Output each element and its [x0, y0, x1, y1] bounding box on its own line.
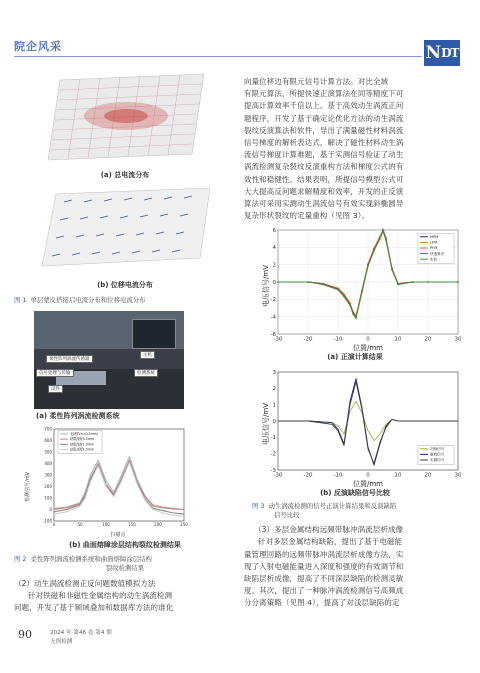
- header-divider: [14, 56, 422, 57]
- text-line: 流信号梯度计算难题，基于实测信号验证了动生: [244, 150, 404, 160]
- intro-paragraph: [244, 76, 466, 222]
- chart-b-xlabel: 位置/mm: [353, 480, 383, 489]
- legend-label: 缺陷深度0.5mm: [70, 437, 95, 442]
- text-line: 信号梯度的解析表达式，解决了磁性材料动生涡: [244, 138, 404, 148]
- data-point: [349, 305, 351, 307]
- y-tick-label: 200: [44, 483, 52, 489]
- journal-info: [50, 629, 112, 647]
- fig3-title-line1: 动生涡流检测的信号正演计算结果和反演缺陷: [268, 502, 397, 511]
- section3-paragraph: [244, 536, 466, 609]
- chart-b-ylabel: 电压信号/mV: [262, 403, 270, 446]
- fig2-label: 图 2: [14, 555, 27, 563]
- x-tick-label: -30: [273, 336, 283, 343]
- fig2a-caption: (a) 柔性阵列涡流检测系统: [36, 412, 120, 420]
- legend-label: 缺陷深度1.0mm: [70, 442, 95, 447]
- fig3a-forward-calculation-chart: [244, 224, 466, 352]
- data-point: [352, 314, 354, 316]
- legend-label: LFM: [430, 241, 438, 246]
- section3-heading: （3）多层金属结构远频带脉冲涡流层析成像: [254, 525, 404, 535]
- data-point: [397, 284, 399, 286]
- data-point: [373, 250, 375, 252]
- data-point: [355, 318, 357, 320]
- x-tick-label: 200: [154, 522, 162, 527]
- y-tick-label: 6: [272, 228, 276, 235]
- x-tick-label: 250: [180, 522, 188, 527]
- y-tick-label: 0: [272, 280, 276, 287]
- y-tick-label: 0: [49, 506, 52, 512]
- photo-label-specimen: 试件: [48, 385, 63, 393]
- text-line: 针对铁磁和非磁性金属结构的动生涡流检测: [28, 591, 173, 600]
- fig2-caption: [14, 555, 236, 564]
- y-tick-label: -100: [42, 518, 52, 524]
- data-point: [457, 282, 459, 284]
- section-title: 院企风采: [14, 40, 62, 53]
- y-tick-label: 1: [272, 402, 276, 409]
- text-line: 缺陷层析成像，提高了不同深层缺陷的检测灵敏: [244, 574, 404, 584]
- section2-heading: （2）动生涡流检测正反问题数值模拟方法: [14, 579, 156, 588]
- y-tick-label: -4: [270, 314, 276, 321]
- photo-label-signal: 信号处理与传输: [36, 369, 74, 377]
- legend-label: PFM: [430, 246, 438, 251]
- fig1-title: 单层蒙皮搭接启电流分布和位移电流分布: [30, 296, 146, 304]
- data-point: [385, 240, 387, 242]
- text-line: 量管理回路的远频带脉冲涡流层析成像方法，实: [244, 549, 404, 559]
- data-point: [277, 282, 279, 284]
- text-line: 度。其次，提出了一种脉冲涡流检测信号高频成: [244, 586, 404, 596]
- data-point: [361, 292, 363, 294]
- fig2b-caption: (b) 曲面熔障涂层结构裂纹检测结果: [69, 541, 181, 549]
- photo-label-host: 主机: [140, 351, 155, 359]
- y-tick-label: -6: [270, 332, 276, 339]
- text-line: 裂纹反演算法和软件，导出了满量磁性材料涡流: [244, 125, 404, 135]
- x-tick-label: 0: [366, 472, 370, 479]
- data-point: [412, 282, 414, 284]
- y-tick-label: 500: [44, 449, 52, 455]
- text-line: 复杂形状裂纹的定量重构（见图 3）。: [244, 211, 370, 221]
- x-tick-label: 50: [77, 522, 83, 527]
- text-line: 涡流检测复杂裂纹反演重构方法和梯度公式的有: [244, 162, 404, 172]
- legend-label: 实验: [430, 257, 438, 262]
- y-tick-label: 400: [44, 460, 52, 466]
- y-tick-label: 4: [272, 245, 276, 252]
- y-tick-label: -3: [270, 468, 276, 475]
- data-point: [343, 296, 345, 298]
- fig1a-current-distribution-image: [14, 66, 236, 174]
- x-tick-label: -30: [273, 472, 283, 479]
- fig3-label: 图 3: [252, 502, 265, 511]
- y-tick-label: 0: [272, 419, 276, 426]
- text-line: 分分离策略（见图 4），提高了对浅层缺陷的定: [244, 598, 400, 608]
- data-point: [382, 231, 384, 233]
- fig2-title-line2: 裂纹检测结果: [105, 564, 145, 572]
- fig1-label: 图 1: [14, 296, 27, 304]
- fig3-title-line2: 信号比较: [274, 511, 300, 520]
- left-column: [14, 66, 236, 614]
- fig1a-caption: (a) 总电流分布: [100, 171, 150, 179]
- fig3a-caption: (a) 正演计算结果: [327, 353, 383, 362]
- legend-label: 实测信号: [430, 458, 445, 463]
- y-tick-label: 100: [44, 495, 52, 501]
- data-point: [427, 282, 429, 284]
- text-line: 大大提高反问题求解精度和效率，开发的正反演: [244, 186, 404, 196]
- x-tick-label: 20: [424, 472, 432, 479]
- page-number: 90: [18, 628, 32, 641]
- fig2b-crack-detection-chart: [14, 423, 236, 539]
- data-point: [382, 229, 384, 231]
- x-tick-label: -20: [303, 472, 313, 479]
- x-tick-label: 0: [366, 336, 370, 343]
- right-column: [244, 66, 466, 610]
- section2-paragraph: [14, 590, 236, 614]
- chart-c-xlabel: 扫描点: [110, 532, 126, 538]
- y-tick-label: -2: [270, 451, 276, 458]
- y-tick-label: 2: [272, 386, 276, 393]
- y-tick-label: 700: [44, 426, 52, 432]
- data-point: [307, 282, 309, 284]
- text-line: 问题，开发了基于频域叠加和数据库方法的谁化: [14, 603, 174, 613]
- text-line: 有限元算法，所提快速正演算法在同等精度下可: [244, 89, 404, 99]
- text-line: 提高计算效率千倍以上。基于高效动生涡流正问: [244, 101, 404, 111]
- text-line: 算法可采用实测动生涡流信号有效实现斜椭圆导: [244, 199, 404, 209]
- chart-a-ylabel: 电压信号/mV: [262, 265, 270, 308]
- text-line: 题程序，开发了基于确定论优化方法的动生涡流: [244, 113, 404, 123]
- chart-a-xlabel: 位置/mm: [353, 344, 383, 353]
- y-tick-label: 3: [272, 370, 276, 377]
- x-tick-label: 10: [394, 336, 402, 343]
- x-tick-label: 100: [102, 522, 110, 527]
- y-tick-label: 300: [44, 472, 52, 478]
- legend-label: 初始信号: [430, 447, 445, 452]
- x-tick-label: 20: [424, 336, 432, 343]
- fig3b-caption: (b) 反演缺陷信号比较: [320, 489, 390, 498]
- legend-label: 重构信号: [430, 453, 445, 458]
- y-tick-label: 600: [44, 437, 52, 443]
- photo-label-sensor: 柔性阵列涡流传感器: [46, 355, 93, 363]
- fig1-caption: [14, 296, 236, 305]
- data-point: [391, 270, 393, 272]
- text-line: 向量位移边有限元信号计算方法。对比全域: [244, 77, 389, 86]
- data-point: [367, 266, 369, 268]
- x-tick-label: 30: [454, 336, 462, 343]
- photo-label-system: 检测系统: [134, 369, 158, 377]
- legend-label: 快速算法: [430, 252, 445, 257]
- fig2a-inspection-system-photo: [34, 311, 184, 409]
- y-tick-label: -1: [270, 435, 276, 442]
- x-tick-label: 150: [128, 522, 136, 527]
- legend-label: 无缺陷(h=0.5mm): [70, 432, 99, 436]
- legend-label: 缺陷深度1.5mm: [70, 447, 95, 452]
- fig3b-inversion-chart: [244, 366, 466, 488]
- fig1b-displacement-distribution-image: [14, 184, 236, 282]
- y-tick-label: -2: [270, 297, 276, 304]
- x-tick-label: -10: [333, 472, 343, 479]
- x-tick-label: -10: [333, 336, 343, 343]
- legend-label: MPM: [430, 235, 439, 240]
- x-tick-label: 30: [454, 472, 462, 479]
- data-point: [322, 284, 324, 286]
- text-line: 效性和稳健性。结果表明，所提信号模型公式可: [244, 174, 404, 184]
- y-tick-label: 2: [272, 262, 276, 269]
- fig1b-caption: (b) 位移电流分布: [97, 281, 153, 289]
- data-point: [379, 238, 381, 240]
- issue-line: 2024 年 第46 卷 第4 期: [50, 630, 112, 636]
- x-tick-label: 0: [52, 522, 56, 527]
- text-line: 现了入射电磁能量进入深度和强度的有效调节和: [244, 561, 404, 571]
- ndt-logo: N DT: [424, 40, 460, 66]
- journal-name: 无损检测: [50, 639, 73, 645]
- x-tick-label: -20: [303, 336, 313, 343]
- data-point: [337, 289, 339, 291]
- chart-c-ylabel: 检测信号/mV: [25, 472, 31, 502]
- x-tick-label: 10: [394, 472, 402, 479]
- fig2-title-line1: 柔性阵列涡流检测系统和曲面熔障涂层结构: [30, 555, 152, 563]
- text-line: 针对多层金属结构缺陷，提出了基于电磁能: [258, 537, 403, 547]
